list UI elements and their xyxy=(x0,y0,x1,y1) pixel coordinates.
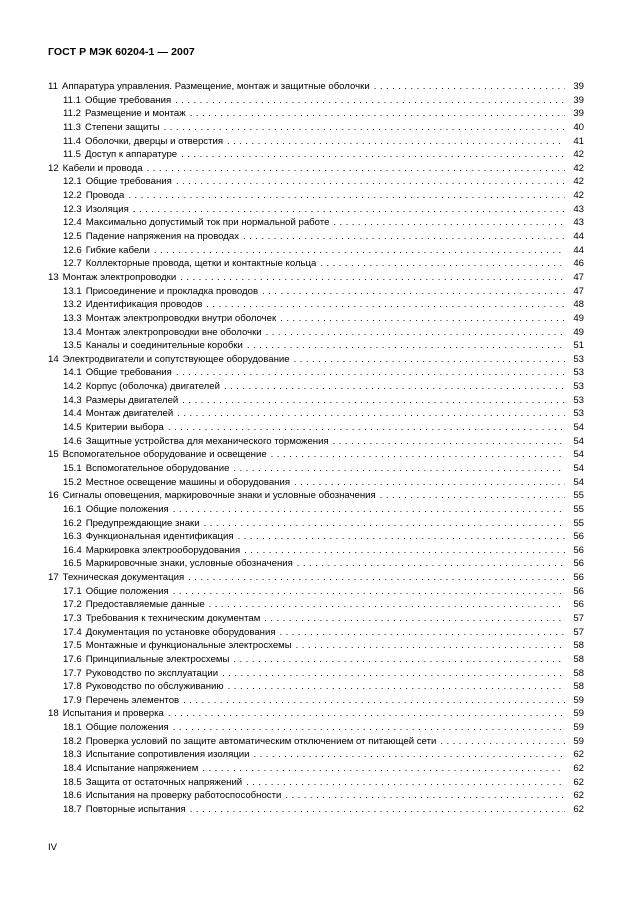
toc-number: 18.1 xyxy=(63,722,82,734)
toc-page-number: 47 xyxy=(573,285,584,297)
toc-number: 18.2 xyxy=(63,735,82,747)
toc-title: Монтаж электропроводки xyxy=(62,271,177,283)
toc-title: Маркировочные знаки, условные обозначения xyxy=(85,558,293,570)
toc-page-number: 53 xyxy=(573,367,584,379)
toc-title: Предупреждающие знаки xyxy=(85,517,200,529)
toc-page-number: 42 xyxy=(573,149,584,161)
toc-leader-dots xyxy=(228,680,565,694)
toc-title: Проверка условий по защите автоматическим отключением от питающей сети xyxy=(85,735,437,747)
toc-leader-dots xyxy=(264,612,565,626)
toc-leader-dots xyxy=(262,285,565,299)
toc-number: 16 xyxy=(48,490,59,502)
toc-number: 15.2 xyxy=(63,476,82,488)
toc-leader-dots xyxy=(206,298,565,312)
toc-leader-dots xyxy=(254,748,565,762)
toc-number: 17.9 xyxy=(63,694,82,706)
toc-page-number: 53 xyxy=(573,394,584,406)
toc-subsection[interactable] xyxy=(48,762,584,776)
toc-subsection[interactable] xyxy=(48,135,584,149)
toc-subsection[interactable] xyxy=(48,285,584,299)
toc-page-number: 55 xyxy=(573,503,584,515)
toc-page-number: 42 xyxy=(573,176,584,188)
toc-title: Защита от остаточных напряжений xyxy=(85,776,243,788)
toc-title: Монтажные и функциональные электросхемы xyxy=(85,640,292,652)
toc-page-number: 56 xyxy=(573,599,584,611)
toc-page-number: 43 xyxy=(573,203,584,215)
toc-subsection[interactable] xyxy=(48,721,584,735)
toc-leader-dots xyxy=(164,121,565,135)
toc-leader-dots xyxy=(173,721,565,735)
toc-page-number: 42 xyxy=(573,162,584,174)
toc-number: 12.7 xyxy=(63,258,82,270)
toc-number: 17.3 xyxy=(63,612,82,624)
toc-title: Предоставляемые данные xyxy=(85,599,205,611)
toc-subsection[interactable] xyxy=(48,544,584,558)
toc-leader-dots xyxy=(238,530,565,544)
toc-number: 13.5 xyxy=(63,340,82,352)
page-number: IV xyxy=(48,842,58,853)
toc-number: 18.4 xyxy=(63,763,82,775)
toc-page-number: 42 xyxy=(573,190,584,202)
toc-title: Общие положения xyxy=(85,503,169,515)
toc-title: Критерии выбора xyxy=(85,422,164,434)
toc-number: 15.1 xyxy=(63,462,82,474)
toc-number: 12.3 xyxy=(63,203,82,215)
toc-subsection[interactable] xyxy=(48,680,584,694)
document-header: ГОСТ Р МЭК 60204-1 — 2007 xyxy=(48,46,195,58)
toc-leader-dots xyxy=(168,421,565,435)
toc-leader-dots xyxy=(180,271,565,285)
toc-page-number: 56 xyxy=(573,585,584,597)
toc-subsection[interactable] xyxy=(48,366,584,380)
toc-number: 17.7 xyxy=(63,667,82,679)
toc-leader-dots xyxy=(233,653,565,667)
toc-number: 13.1 xyxy=(63,285,82,297)
toc-number: 13.2 xyxy=(63,299,82,311)
toc-page-number: 57 xyxy=(573,626,584,638)
toc-number: 16.1 xyxy=(63,503,82,515)
toc-page-number: 46 xyxy=(573,258,584,270)
table-of-contents xyxy=(48,80,584,817)
toc-number: 18 xyxy=(48,708,59,720)
toc-leader-dots xyxy=(173,585,565,599)
toc-section[interactable] xyxy=(48,353,584,367)
toc-page-number: 57 xyxy=(573,612,584,624)
toc-number: 11.2 xyxy=(63,108,81,120)
toc-title: Испытание сопротивления изоляции xyxy=(85,749,250,761)
toc-leader-dots xyxy=(224,380,565,394)
toc-number: 17.2 xyxy=(63,599,82,611)
toc-page-number: 43 xyxy=(573,217,584,229)
toc-title: Вспомогательное оборудование и освещение xyxy=(62,449,267,461)
toc-title: Испытания на проверку работоспособности xyxy=(85,790,282,802)
toc-subsection[interactable] xyxy=(48,626,584,640)
toc-number: 14.5 xyxy=(63,422,82,434)
toc-title: Повторные испытания xyxy=(85,803,186,815)
toc-leader-dots xyxy=(246,776,565,790)
toc-page-number: 59 xyxy=(573,735,584,747)
toc-title: Сигналы оповещения, маркировочные знаки и условные обозначения xyxy=(62,490,376,502)
toc-page-number: 54 xyxy=(573,435,584,447)
toc-number: 11.5 xyxy=(63,149,81,161)
toc-leader-dots xyxy=(297,557,565,571)
toc-leader-dots xyxy=(271,448,565,462)
toc-number: 16.2 xyxy=(63,517,82,529)
toc-number: 11 xyxy=(48,81,58,92)
toc-subsection[interactable] xyxy=(48,748,584,762)
toc-page-number: 62 xyxy=(573,790,584,802)
toc-leader-dots xyxy=(380,489,565,503)
toc-subsection[interactable] xyxy=(48,517,584,531)
toc-number: 13.4 xyxy=(63,326,82,338)
toc-title: Общие положения xyxy=(85,585,169,597)
toc-number: 12.4 xyxy=(63,217,82,229)
toc-leader-dots xyxy=(183,694,565,708)
toc-number: 14 xyxy=(48,353,59,365)
toc-number: 12.5 xyxy=(63,231,82,243)
toc-subsection[interactable] xyxy=(48,407,584,421)
toc-leader-dots xyxy=(175,94,565,108)
toc-page-number: 53 xyxy=(573,408,584,420)
toc-leader-dots xyxy=(176,366,565,380)
toc-number: 17.1 xyxy=(63,585,82,597)
toc-page-number: 54 xyxy=(573,449,584,461)
toc-leader-dots xyxy=(285,789,565,803)
toc-title: Гибкие кабели xyxy=(85,244,150,256)
toc-section[interactable] xyxy=(48,571,584,585)
toc-number: 11.1 xyxy=(63,94,81,106)
toc-leader-dots xyxy=(280,312,565,326)
toc-title: Кабели и провода xyxy=(62,162,143,174)
toc-leader-dots xyxy=(188,571,565,585)
toc-number: 17 xyxy=(48,572,59,584)
toc-page-number: 53 xyxy=(573,353,584,365)
toc-title: Документация по установке оборудования xyxy=(85,626,276,638)
toc-title: Общие требования xyxy=(84,94,172,106)
toc-title: Степени защиты xyxy=(84,121,160,133)
toc-leader-dots xyxy=(294,476,565,490)
toc-number: 16.3 xyxy=(63,531,82,543)
toc-subsection[interactable] xyxy=(48,175,584,189)
toc-title: Руководство по эксплуатации xyxy=(85,667,219,679)
toc-leader-dots xyxy=(320,257,565,271)
toc-number: 16.4 xyxy=(63,544,82,556)
toc-page-number: 56 xyxy=(573,544,584,556)
toc-leader-dots xyxy=(294,353,565,367)
toc-subsection[interactable] xyxy=(48,803,584,817)
toc-page-number: 54 xyxy=(573,476,584,488)
toc-number: 17.4 xyxy=(63,626,82,638)
toc-title: Доступ к аппаратуре xyxy=(84,149,178,161)
toc-subsection[interactable] xyxy=(48,639,584,653)
toc-subsection[interactable] xyxy=(48,462,584,476)
toc-page-number: 44 xyxy=(573,231,584,243)
toc-title: Размещение и монтаж xyxy=(84,108,186,120)
toc-page-number: 62 xyxy=(573,749,584,761)
toc-number: 13.3 xyxy=(63,312,82,324)
toc-page-number: 59 xyxy=(573,694,584,706)
toc-page-number: 54 xyxy=(573,462,584,474)
toc-page-number: 51 xyxy=(573,340,584,352)
toc-title: Провода xyxy=(85,190,125,202)
toc-title: Испытание напряжением xyxy=(85,763,199,775)
toc-title: Каналы и соединительные коробки xyxy=(85,340,243,352)
toc-page-number: 40 xyxy=(573,121,584,133)
toc-section[interactable] xyxy=(48,489,584,503)
toc-title: Перечень элементов xyxy=(85,694,180,706)
toc-leader-dots xyxy=(280,626,565,640)
toc-subsection[interactable] xyxy=(48,380,584,394)
toc-number: 11.4 xyxy=(63,135,81,147)
toc-leader-dots xyxy=(147,162,565,176)
toc-page-number: 58 xyxy=(573,640,584,652)
toc-leader-dots xyxy=(176,175,565,189)
toc-number: 18.7 xyxy=(63,803,82,815)
toc-page-number: 48 xyxy=(573,299,584,311)
toc-number: 14.3 xyxy=(63,394,82,406)
toc-leader-dots xyxy=(243,230,565,244)
toc-title: Электродвигатели и сопутствующее оборудование xyxy=(62,353,290,365)
toc-page-number: 49 xyxy=(573,326,584,338)
toc-title: Общие требования xyxy=(85,367,172,379)
toc-page-number: 49 xyxy=(573,312,584,324)
toc-section[interactable] xyxy=(48,271,584,285)
toc-leader-dots xyxy=(244,544,565,558)
toc-title: Испытания и проверка xyxy=(62,708,164,720)
toc-page-number: 55 xyxy=(573,517,584,529)
toc-page-number: 58 xyxy=(573,681,584,693)
toc-title: Размеры двигателей xyxy=(85,394,179,406)
toc-subsection[interactable] xyxy=(48,230,584,244)
toc-number: 17.6 xyxy=(63,653,82,665)
toc-title: Монтаж электропроводки вне оболочки xyxy=(85,326,262,338)
toc-subsection[interactable] xyxy=(48,312,584,326)
toc-number: 14.1 xyxy=(63,367,82,379)
toc-subsection[interactable] xyxy=(48,435,584,449)
toc-title: Защитные устройства для механического торможения xyxy=(85,435,329,447)
toc-leader-dots xyxy=(133,203,565,217)
toc-number: 12.1 xyxy=(63,176,82,188)
toc-leader-dots xyxy=(222,667,565,681)
toc-title: Общие положения xyxy=(85,722,169,734)
toc-number: 18.3 xyxy=(63,749,82,761)
toc-leader-dots xyxy=(173,503,565,517)
toc-subsection[interactable] xyxy=(48,148,584,162)
toc-number: 13 xyxy=(48,271,59,283)
toc-title: Изоляция xyxy=(85,203,129,215)
toc-leader-dots xyxy=(204,517,565,531)
toc-subsection[interactable] xyxy=(48,107,584,121)
toc-leader-dots xyxy=(190,803,565,817)
toc-number: 14.2 xyxy=(63,381,82,393)
toc-title: Маркировка электрооборудования xyxy=(85,544,241,556)
toc-title: Общие требования xyxy=(85,176,172,188)
toc-subsection[interactable] xyxy=(48,394,584,408)
toc-title: Аппаратура управления. Размещение, монтаж и защитные оболочки xyxy=(61,81,370,92)
toc-subsection[interactable] xyxy=(48,421,584,435)
toc-subsection[interactable] xyxy=(48,612,584,626)
toc-subsection[interactable] xyxy=(48,667,584,681)
toc-page-number: 62 xyxy=(573,803,584,815)
toc-leader-dots xyxy=(209,598,565,612)
toc-leader-dots xyxy=(168,707,565,721)
toc-page-number: 39 xyxy=(573,94,584,106)
toc-leader-dots xyxy=(182,394,565,408)
toc-title: Требования к техническим документам xyxy=(85,612,261,624)
toc-title: Оболочки, дверцы и отверстия xyxy=(84,135,224,147)
toc-leader-dots xyxy=(154,244,565,258)
toc-page-number: 56 xyxy=(573,572,584,584)
toc-section[interactable] xyxy=(48,162,584,176)
toc-page-number: 41 xyxy=(573,135,584,147)
toc-number: 17.5 xyxy=(63,640,82,652)
toc-page-number: 47 xyxy=(573,271,584,283)
toc-title: Функциональная идентификация xyxy=(85,531,234,543)
toc-section[interactable] xyxy=(48,707,584,721)
toc-leader-dots xyxy=(190,107,565,121)
toc-subsection[interactable] xyxy=(48,735,584,749)
toc-page-number: 54 xyxy=(573,422,584,434)
toc-leader-dots xyxy=(333,435,565,449)
toc-page-number: 44 xyxy=(573,244,584,256)
toc-title: Максимально допустимый ток при нормальной работе xyxy=(85,217,330,229)
toc-subsection[interactable] xyxy=(48,94,584,108)
toc-title: Техническая документация xyxy=(62,572,185,584)
toc-subsection[interactable] xyxy=(48,503,584,517)
toc-subsection[interactable] xyxy=(48,476,584,490)
toc-leader-dots xyxy=(177,407,565,421)
toc-title: Принципиальные электросхемы xyxy=(85,653,230,665)
toc-title: Вспомогательное оборудование xyxy=(85,462,230,474)
toc-subsection[interactable] xyxy=(48,216,584,230)
toc-leader-dots xyxy=(181,148,565,162)
toc-subsection[interactable] xyxy=(48,789,584,803)
toc-leader-dots xyxy=(227,135,565,149)
toc-page-number: 53 xyxy=(573,381,584,393)
toc-title: Монтаж двигателей xyxy=(85,408,174,420)
toc-title: Падение напряжения на проводах xyxy=(85,231,240,243)
toc-leader-dots xyxy=(374,80,565,94)
toc-leader-dots xyxy=(333,216,565,230)
toc-page-number: 59 xyxy=(573,708,584,720)
toc-page-number: 62 xyxy=(573,763,584,775)
toc-number: 16.5 xyxy=(63,558,82,570)
toc-page-number: 55 xyxy=(573,490,584,502)
toc-number: 12.2 xyxy=(63,190,82,202)
toc-number: 14.4 xyxy=(63,408,82,420)
toc-subsection[interactable] xyxy=(48,257,584,271)
toc-page-number: 39 xyxy=(573,81,584,92)
toc-title: Руководство по обслуживанию xyxy=(85,681,224,693)
toc-subsection[interactable] xyxy=(48,121,584,135)
toc-leader-dots xyxy=(266,326,565,340)
toc-subsection[interactable] xyxy=(48,598,584,612)
toc-number: 17.8 xyxy=(63,681,82,693)
toc-leader-dots xyxy=(296,639,565,653)
toc-title: Местное освещение машины и оборудования xyxy=(85,476,291,488)
toc-subsection[interactable] xyxy=(48,244,584,258)
toc-section[interactable] xyxy=(48,80,584,94)
toc-subsection[interactable] xyxy=(48,776,584,790)
toc-leader-dots xyxy=(247,339,565,353)
toc-title: Присоединение и прокладка проводов xyxy=(85,285,259,297)
toc-subsection[interactable] xyxy=(48,653,584,667)
toc-title: Идентификация проводов xyxy=(85,299,203,311)
toc-number: 18.6 xyxy=(63,790,82,802)
toc-number: 18.5 xyxy=(63,776,82,788)
toc-subsection[interactable] xyxy=(48,203,584,217)
toc-leader-dots xyxy=(233,462,565,476)
toc-subsection[interactable] xyxy=(48,189,584,203)
toc-title: Коллекторные провода, щетки и контактные кольца xyxy=(85,258,317,270)
toc-number: 12.6 xyxy=(63,244,82,256)
toc-leader-dots xyxy=(128,189,565,203)
toc-page-number: 59 xyxy=(573,722,584,734)
toc-number: 14.6 xyxy=(63,435,82,447)
toc-section[interactable] xyxy=(48,448,584,462)
toc-number: 11.3 xyxy=(63,121,81,133)
toc-subsection[interactable] xyxy=(48,530,584,544)
toc-leader-dots xyxy=(440,735,565,749)
toc-page-number: 39 xyxy=(573,108,584,120)
toc-page-number: 62 xyxy=(573,776,584,788)
toc-subsection[interactable] xyxy=(48,694,584,708)
toc-subsection[interactable] xyxy=(48,326,584,340)
toc-title: Корпус (оболочка) двигателей xyxy=(85,381,220,393)
toc-page-number: 56 xyxy=(573,531,584,543)
toc-subsection[interactable] xyxy=(48,298,584,312)
toc-title: Монтаж электропроводки внутри оболочек xyxy=(85,312,277,324)
toc-subsection[interactable] xyxy=(48,585,584,599)
toc-number: 15 xyxy=(48,449,59,461)
toc-page-number: 58 xyxy=(573,653,584,665)
toc-subsection[interactable] xyxy=(48,557,584,571)
toc-subsection[interactable] xyxy=(48,339,584,353)
toc-page-number: 56 xyxy=(573,558,584,570)
toc-page-number: 58 xyxy=(573,667,584,679)
toc-leader-dots xyxy=(202,762,565,776)
toc-number: 12 xyxy=(48,162,59,174)
